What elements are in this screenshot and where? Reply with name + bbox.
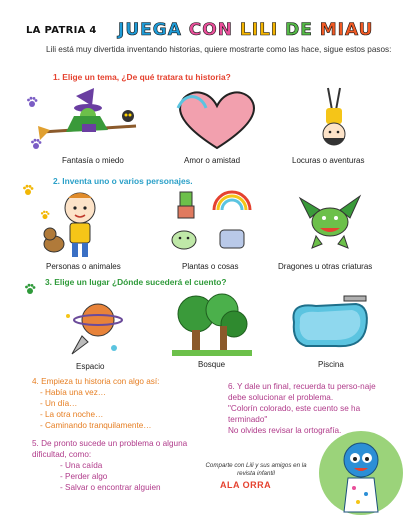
step5-title: 5. De pronto sucede un problema o alguna dificultad, como: [32, 439, 188, 459]
space-illustration [58, 296, 128, 366]
step5-item: - Una caída [60, 461, 103, 470]
step4-item: - La otra noche… [40, 410, 104, 419]
option-amor: Amor o amistad [184, 156, 241, 165]
option-locuras: Locuras o aventuras [292, 156, 365, 165]
section-label: LA PATRIA 4 [26, 25, 97, 36]
page-title [118, 20, 373, 40]
paw-icon [24, 283, 36, 295]
footer-comparte: Comparte con Lili y sus amigos en la revista infantil [205, 462, 307, 477]
step3-title: 3. Elige un lugar ¿Dónde sucederá el cuento? [45, 277, 227, 287]
intro-text: Lili está muy divertida inventando historias, quiere mostrarte como las hace, sigue estos pasos: [46, 45, 392, 54]
title-word-1: JUEGA [118, 20, 182, 40]
forest-illustration [172, 292, 252, 358]
step1-title: 1. Elige un tema, ¿De qué tratara tu historia? [53, 72, 231, 82]
paw-icon [22, 184, 34, 196]
dragon-illustration [290, 188, 370, 254]
title-word-5: MIAU [319, 20, 374, 40]
magazine-logo: ALA ORRA [220, 480, 272, 490]
option-espacio: Espacio [76, 362, 105, 371]
option-plantas: Plantas o cosas [182, 262, 239, 271]
step5-item: - Salvar o encontrar alguien [60, 483, 161, 492]
plant-rainbow-illustration [170, 188, 260, 252]
step5-item: - Perder algo [60, 472, 108, 481]
option-dragones: Dragones u otras criaturas [278, 262, 373, 271]
heart-illustration [172, 88, 262, 152]
option-fantasia: Fantasía o miedo [62, 156, 124, 165]
step6-line2: "Colorín colorado, este cuento se ha terminado" [228, 404, 361, 424]
step4-title: 4. Empieza tu historia con algo así: [32, 377, 160, 386]
step6-line3: No olvides revisar la ortografía. [228, 426, 342, 435]
boy-dog-illustration [40, 188, 120, 260]
title-word-4: DE [285, 20, 313, 40]
step4-item: - Un día… [40, 399, 78, 408]
step6-line1: 6. Y dale un final, recuerda tu perso-naje debe solucionar el problema. [228, 382, 376, 402]
title-word-2: CON [188, 20, 233, 40]
option-personas: Personas o animales [46, 262, 121, 271]
option-piscina: Piscina [318, 360, 344, 369]
pool-illustration [286, 292, 372, 354]
option-bosque: Bosque [198, 360, 226, 369]
step5-block [32, 438, 192, 493]
step4-item: - Había una vez… [40, 388, 106, 397]
lili-character-illustration [318, 428, 404, 518]
step2-title: 2. Inventa uno o varios personajes. [53, 176, 193, 186]
acrobat-kid-illustration [308, 84, 358, 152]
step4-block [32, 376, 159, 431]
witch-illustration [36, 86, 146, 154]
title-word-3: LILI [239, 20, 279, 40]
step4-item: - Caminando tranquilamente… [40, 421, 152, 430]
